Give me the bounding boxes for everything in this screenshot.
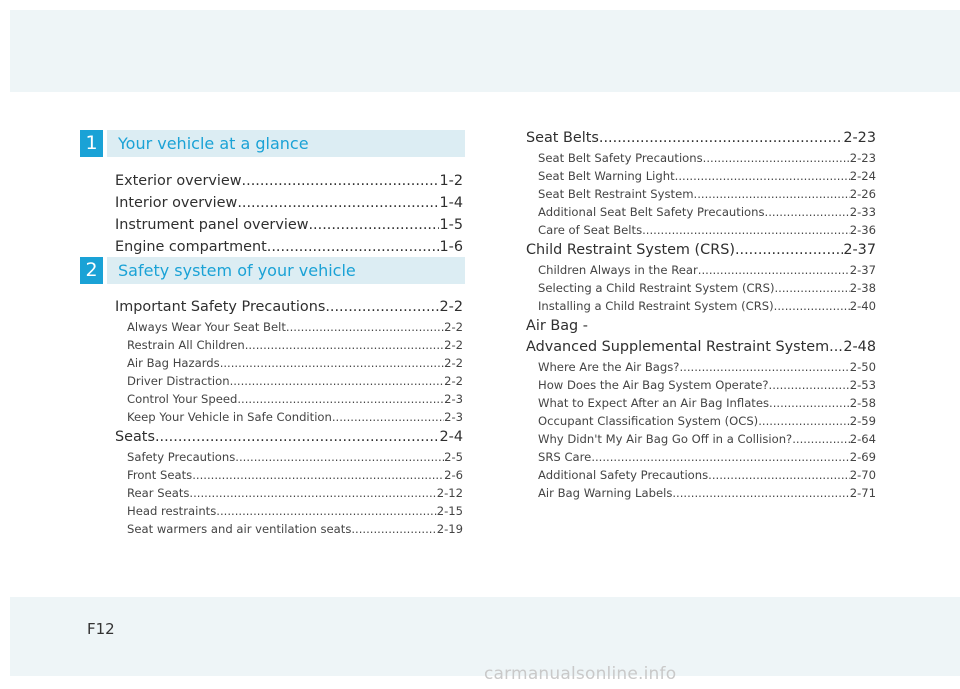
toc-entry-title: Seat Belt Warning Light: [538, 169, 675, 183]
toc-entry-title: Child Restraint System (CRS): [526, 242, 735, 258]
toc-entry-title: How Does the Air Bag System Operate?: [538, 378, 769, 392]
toc-entry[interactable]: [115, 214, 463, 236]
toc-entry-title: Air Bag -: [526, 318, 588, 334]
dot-leader: [698, 261, 850, 279]
toc-entry-page: 2-50: [849, 360, 876, 374]
toc-entry-title: Air Bag Hazards: [127, 356, 220, 370]
toc-entry-title: Additional Safety Precautions: [538, 468, 709, 482]
chapter-number: 1: [80, 130, 103, 157]
dot-leader: [679, 358, 849, 376]
toc-entry-page: 2-5: [444, 450, 463, 464]
toc-subentry[interactable]: [526, 149, 876, 167]
toc-subentry[interactable]: [526, 185, 876, 203]
toc-entry-page: 1-2: [439, 173, 463, 189]
header-band: [10, 10, 960, 92]
toc-subentry[interactable]: [115, 520, 463, 538]
toc-entry-title: Engine compartment: [115, 239, 267, 255]
watermark: carmanualsonline.info: [484, 664, 677, 684]
toc-subentry[interactable]: [115, 408, 463, 426]
toc-subentry[interactable]: [526, 394, 876, 412]
toc-entry-title: Restrain All Children: [127, 338, 245, 352]
toc-entry-page: 2-40: [849, 299, 876, 313]
toc-entry-page: 2-15: [436, 504, 463, 518]
toc-entry-page: 2-53: [849, 378, 876, 392]
toc-entry-title: Care of Seat Belts: [538, 223, 643, 237]
toc-entry-title: Why Didn't My Air Bag Go Off in a Collision?: [538, 432, 793, 446]
toc-subentry[interactable]: [526, 412, 876, 430]
toc-entry-title: Seats: [115, 429, 155, 445]
toc-entry-title: Installing a Child Restraint System (CRS): [538, 299, 774, 313]
toc-entry-page: 2-64: [849, 432, 876, 446]
toc-entry-page: 2-59: [849, 414, 876, 428]
toc-entry-title: Occupant Classification System (OCS): [538, 414, 759, 428]
chapter-number: 2: [80, 257, 103, 284]
toc-entry-title: Interior overview: [115, 195, 238, 211]
toc-subentry[interactable]: [115, 354, 463, 372]
toc-entry-page: 2-38: [849, 281, 876, 295]
dot-leader: [155, 426, 440, 448]
dot-leader: [286, 318, 444, 336]
toc-entry-page: 2-2: [444, 356, 463, 370]
toc-entry[interactable]: [526, 317, 876, 336]
toc-subentry[interactable]: [526, 376, 876, 394]
toc-entry-title: Air Bag Warning Labels: [538, 486, 673, 500]
toc-subentry[interactable]: [526, 279, 876, 297]
dot-leader: [189, 484, 436, 502]
dot-leader: [230, 372, 445, 390]
chapter-2-toc-continued: [526, 127, 876, 502]
toc-entry-title: What to Expect After an Air Bag Inflates: [538, 396, 770, 410]
toc-entry-page: 2-58: [849, 396, 876, 410]
toc-subentry[interactable]: [115, 390, 463, 408]
toc-subentry[interactable]: [115, 336, 463, 354]
toc-entry-title: Where Are the Air Bags?: [538, 360, 680, 374]
toc-entry[interactable]: [526, 239, 876, 261]
dot-leader: [703, 149, 850, 167]
toc-entry-page: 2-24: [849, 169, 876, 183]
toc-entry-page: 2-48: [843, 339, 876, 355]
dot-leader: [708, 466, 850, 484]
toc-entry-title: Additional Seat Belt Safety Precautions: [538, 205, 765, 219]
dot-leader: [774, 297, 850, 315]
dot-leader: [192, 466, 444, 484]
toc-entry-page: 2-37: [843, 242, 876, 258]
dot-leader: [769, 394, 850, 412]
dot-leader: [237, 390, 444, 408]
chapter-2-header[interactable]: [80, 257, 465, 284]
toc-entry-page: 1-4: [439, 195, 463, 211]
dot-leader: [769, 376, 850, 394]
toc-entry-title: SRS Care: [538, 450, 592, 464]
toc-subentry[interactable]: [526, 221, 876, 239]
dot-leader: [235, 448, 444, 466]
toc-entry-page: 2-19: [436, 522, 463, 536]
chapter-1-header[interactable]: [80, 130, 465, 157]
toc-entry-title: Always Wear Your Seat Belt: [127, 320, 286, 334]
toc-subentry[interactable]: [526, 261, 876, 279]
toc-entry-page: 2-70: [849, 468, 876, 482]
toc-entry[interactable]: [115, 426, 463, 448]
toc-entry[interactable]: [115, 296, 463, 318]
toc-entry-title: Instrument panel overview: [115, 217, 309, 233]
page-number: F12: [87, 620, 115, 638]
dot-leader: [829, 336, 843, 358]
toc-entry-title: Seat Belt Safety Precautions: [538, 151, 703, 165]
dot-leader: [694, 185, 850, 203]
toc-entry-title: Front Seats: [127, 468, 193, 482]
toc-entry-page: 2-2: [444, 338, 463, 352]
dot-leader: [216, 502, 436, 520]
toc-subentry[interactable]: [115, 318, 463, 336]
toc-entry-page: 2-12: [436, 486, 463, 500]
dot-leader: [765, 203, 850, 221]
dot-leader: [237, 192, 439, 214]
chapter-title: Your vehicle at a glance: [107, 130, 465, 157]
toc-subentry[interactable]: [115, 466, 463, 484]
dot-leader: [245, 336, 444, 354]
chapter-2-toc: [115, 296, 463, 538]
toc-entry-title: Safety Precautions: [127, 450, 236, 464]
dot-leader: [672, 484, 849, 502]
dot-leader: [308, 214, 439, 236]
toc-subentry[interactable]: [115, 502, 463, 520]
toc-entry-title: Advanced Supplemental Restraint System: [526, 339, 830, 355]
toc-entry-page: 2-2: [444, 320, 463, 334]
toc-subentry[interactable]: [526, 167, 876, 185]
chapter-1-toc: [115, 170, 463, 258]
toc-subentry[interactable]: [526, 203, 876, 221]
dot-leader: [351, 520, 436, 538]
toc-entry-title: Control Your Speed: [127, 392, 238, 406]
toc-entry-title: Selecting a Child Restraint System (CRS): [538, 281, 775, 295]
toc-entry-page: 2-36: [849, 223, 876, 237]
toc-subentry[interactable]: [526, 448, 876, 466]
toc-entry-title: Driver Distraction: [127, 374, 230, 388]
dot-leader: [242, 170, 440, 192]
dot-leader: [735, 239, 843, 261]
toc-entry-page: 2-4: [439, 429, 463, 445]
toc-entry-page: 2-3: [444, 392, 463, 406]
dot-leader: [220, 354, 444, 372]
toc-entry-title: Children Always in the Rear: [538, 263, 698, 277]
toc-entry-page: 2-3: [444, 410, 463, 424]
toc-entry-page: 2-33: [849, 205, 876, 219]
toc-entry-title: Exterior overview: [115, 173, 242, 189]
dot-leader: [775, 279, 850, 297]
dot-leader: [267, 236, 440, 258]
toc-entry-page: 2-71: [849, 486, 876, 500]
toc-entry[interactable]: [115, 170, 463, 192]
dot-leader: [675, 167, 850, 185]
toc-entry[interactable]: [526, 127, 876, 149]
dot-leader: [642, 221, 850, 239]
toc-entry-page: 2-69: [849, 450, 876, 464]
toc-entry-page: 1-6: [439, 239, 463, 255]
toc-entry-page: 1-5: [439, 217, 463, 233]
chapter-title: Safety system of your vehicle: [107, 257, 465, 284]
toc-entry-title: Keep Your Vehicle in Safe Condition: [127, 410, 332, 424]
toc-entry[interactable]: [115, 236, 463, 258]
toc-entry-page: 2-23: [849, 151, 876, 165]
toc-subentry[interactable]: [526, 484, 876, 502]
toc-entry-page: 2-6: [444, 468, 463, 482]
dot-leader: [599, 127, 843, 149]
toc-subentry[interactable]: [526, 430, 876, 448]
toc-entry-title: Rear Seats: [127, 486, 190, 500]
dot-leader: [591, 448, 849, 466]
toc-entry-title: Seat Belt Restraint System: [538, 187, 694, 201]
toc-subentry[interactable]: [115, 484, 463, 502]
dot-leader: [792, 430, 849, 448]
toc-subentry[interactable]: [526, 358, 876, 376]
toc-subentry[interactable]: [115, 448, 463, 466]
toc-entry-page: 2-2: [439, 299, 463, 315]
toc-entry-page: 2-23: [843, 130, 876, 146]
toc-subentry[interactable]: [115, 372, 463, 390]
dot-leader: [325, 296, 439, 318]
toc-subentry[interactable]: [526, 466, 876, 484]
toc-subentry[interactable]: [526, 297, 876, 315]
toc-entry-title: Important Safety Precautions: [115, 299, 326, 315]
dot-leader: [758, 412, 849, 430]
toc-entry[interactable]: [115, 192, 463, 214]
toc-entry-title: Seat warmers and air ventilation seats: [127, 522, 352, 536]
toc-entry[interactable]: [526, 336, 876, 358]
toc-entry-page: 2-37: [849, 263, 876, 277]
toc-entry-title: Head restraints: [127, 504, 217, 518]
toc-entry-title: Seat Belts: [526, 130, 599, 146]
toc-entry-page: 2-26: [849, 187, 876, 201]
dot-leader: [332, 408, 444, 426]
toc-entry-page: 2-2: [444, 374, 463, 388]
